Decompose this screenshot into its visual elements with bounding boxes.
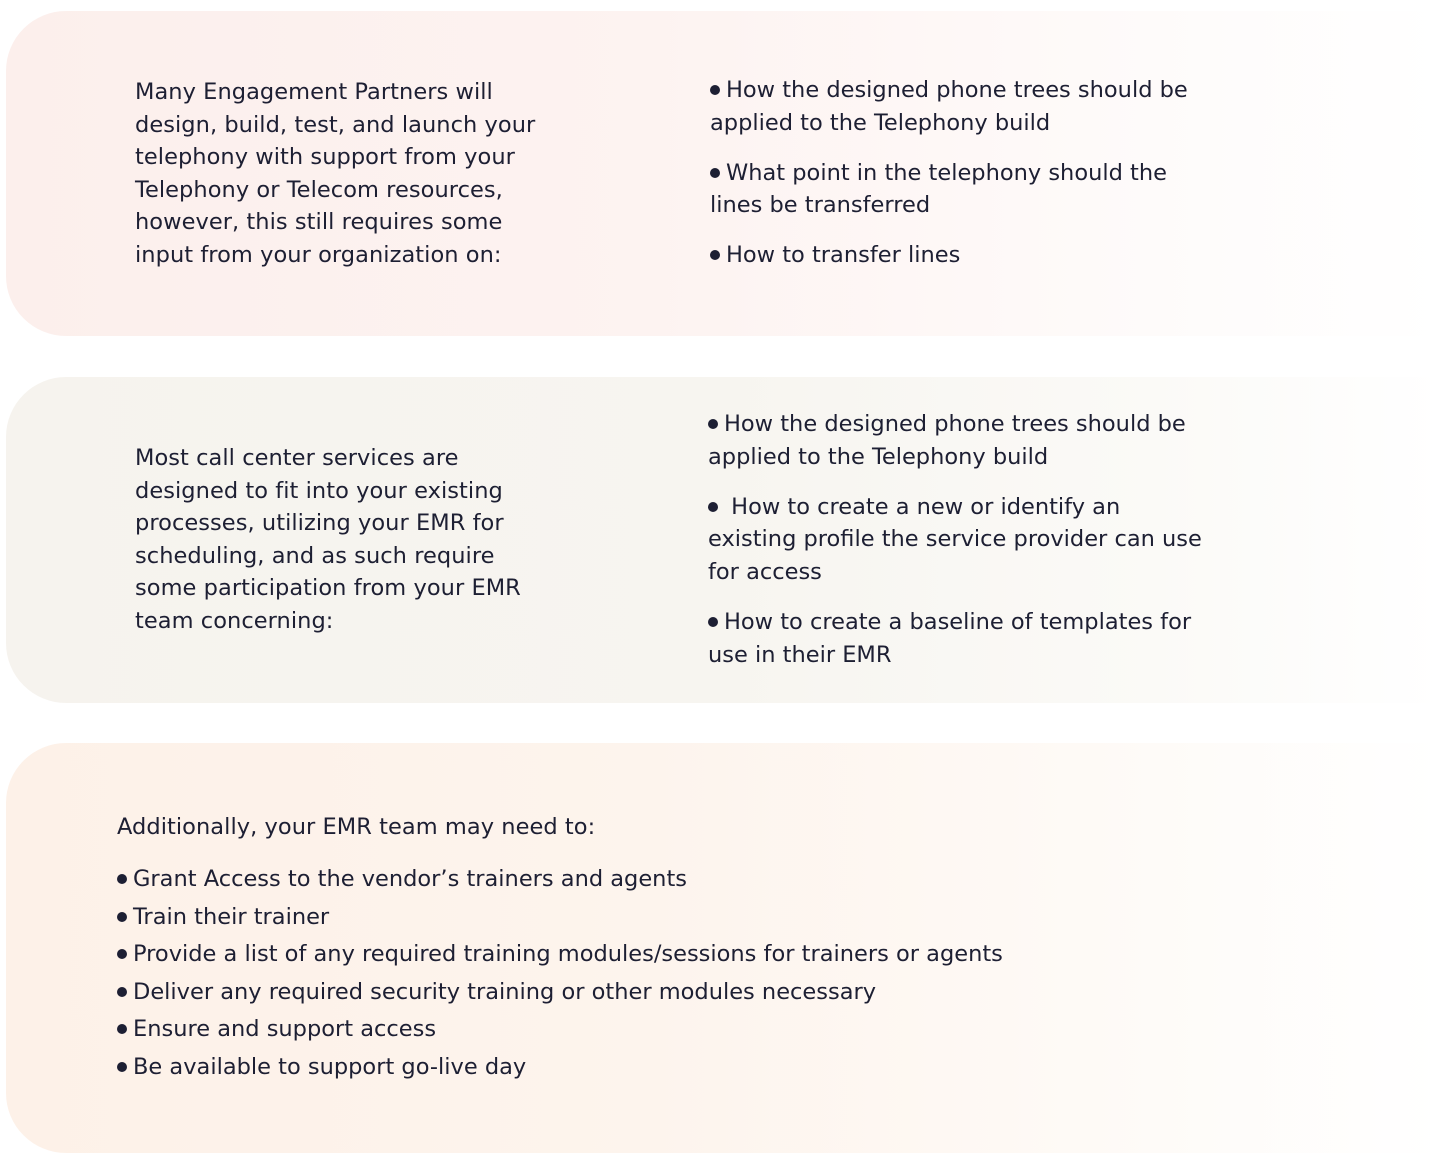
bullet-icon	[117, 874, 127, 884]
bullet-icon	[117, 987, 127, 997]
list-item: Grant Access to the vendor’s trainers and agents	[117, 861, 1217, 899]
bullet-icon	[708, 617, 718, 627]
list-item: How to transfer lines	[710, 239, 1270, 272]
telephony-bullet-list	[710, 74, 1270, 272]
bullet-icon	[710, 168, 720, 178]
bullet-icon	[117, 1024, 127, 1034]
list-item: How the designed phone trees should be applied to the Telephony build	[710, 77, 1188, 136]
list-item: Provide a list of any required training modules/sessions for trainers or agents	[117, 936, 1217, 974]
list-item: Be available to support go-live day	[117, 1049, 1217, 1087]
emr-intro-text: Most call center services are designed to fit into your existing processes, utilizing your EMR for scheduling, and as such require some participation from your EMR team concerning:	[135, 445, 521, 634]
bullet-icon	[117, 1062, 127, 1072]
list-item: How to create a new or identify an existing profile the service provider can use for access	[708, 493, 1202, 586]
telephony-intro-text: Many Engagement Partners will design, build, test, and launch your telephony with support from your Telephony or Telecom resources, however, this still requires some input from your organization on:	[135, 79, 536, 268]
bullet-icon	[708, 502, 718, 512]
bullet-icon	[117, 949, 127, 959]
bullet-icon	[710, 250, 720, 260]
list-item: Ensure and support access	[117, 1011, 1217, 1049]
bullet-icon	[708, 419, 718, 429]
emr-team-bullet-list	[117, 861, 1217, 1087]
emr-team-intro-text: Additionally, your EMR team may need to:	[117, 814, 596, 840]
emr-bullet-list	[708, 408, 1268, 672]
list-item: Train their trainer	[117, 899, 1217, 937]
bullet-icon	[710, 85, 720, 95]
list-item: What point in the telephony should the lines be transferred	[710, 159, 1167, 219]
bullet-icon	[117, 912, 127, 922]
list-item: How the designed phone trees should be applied to the Telephony build	[708, 411, 1186, 470]
list-item: How to create a baseline of templates for use in their EMR	[708, 608, 1192, 668]
list-item: Deliver any required security training or other modules necessary	[117, 974, 1217, 1012]
